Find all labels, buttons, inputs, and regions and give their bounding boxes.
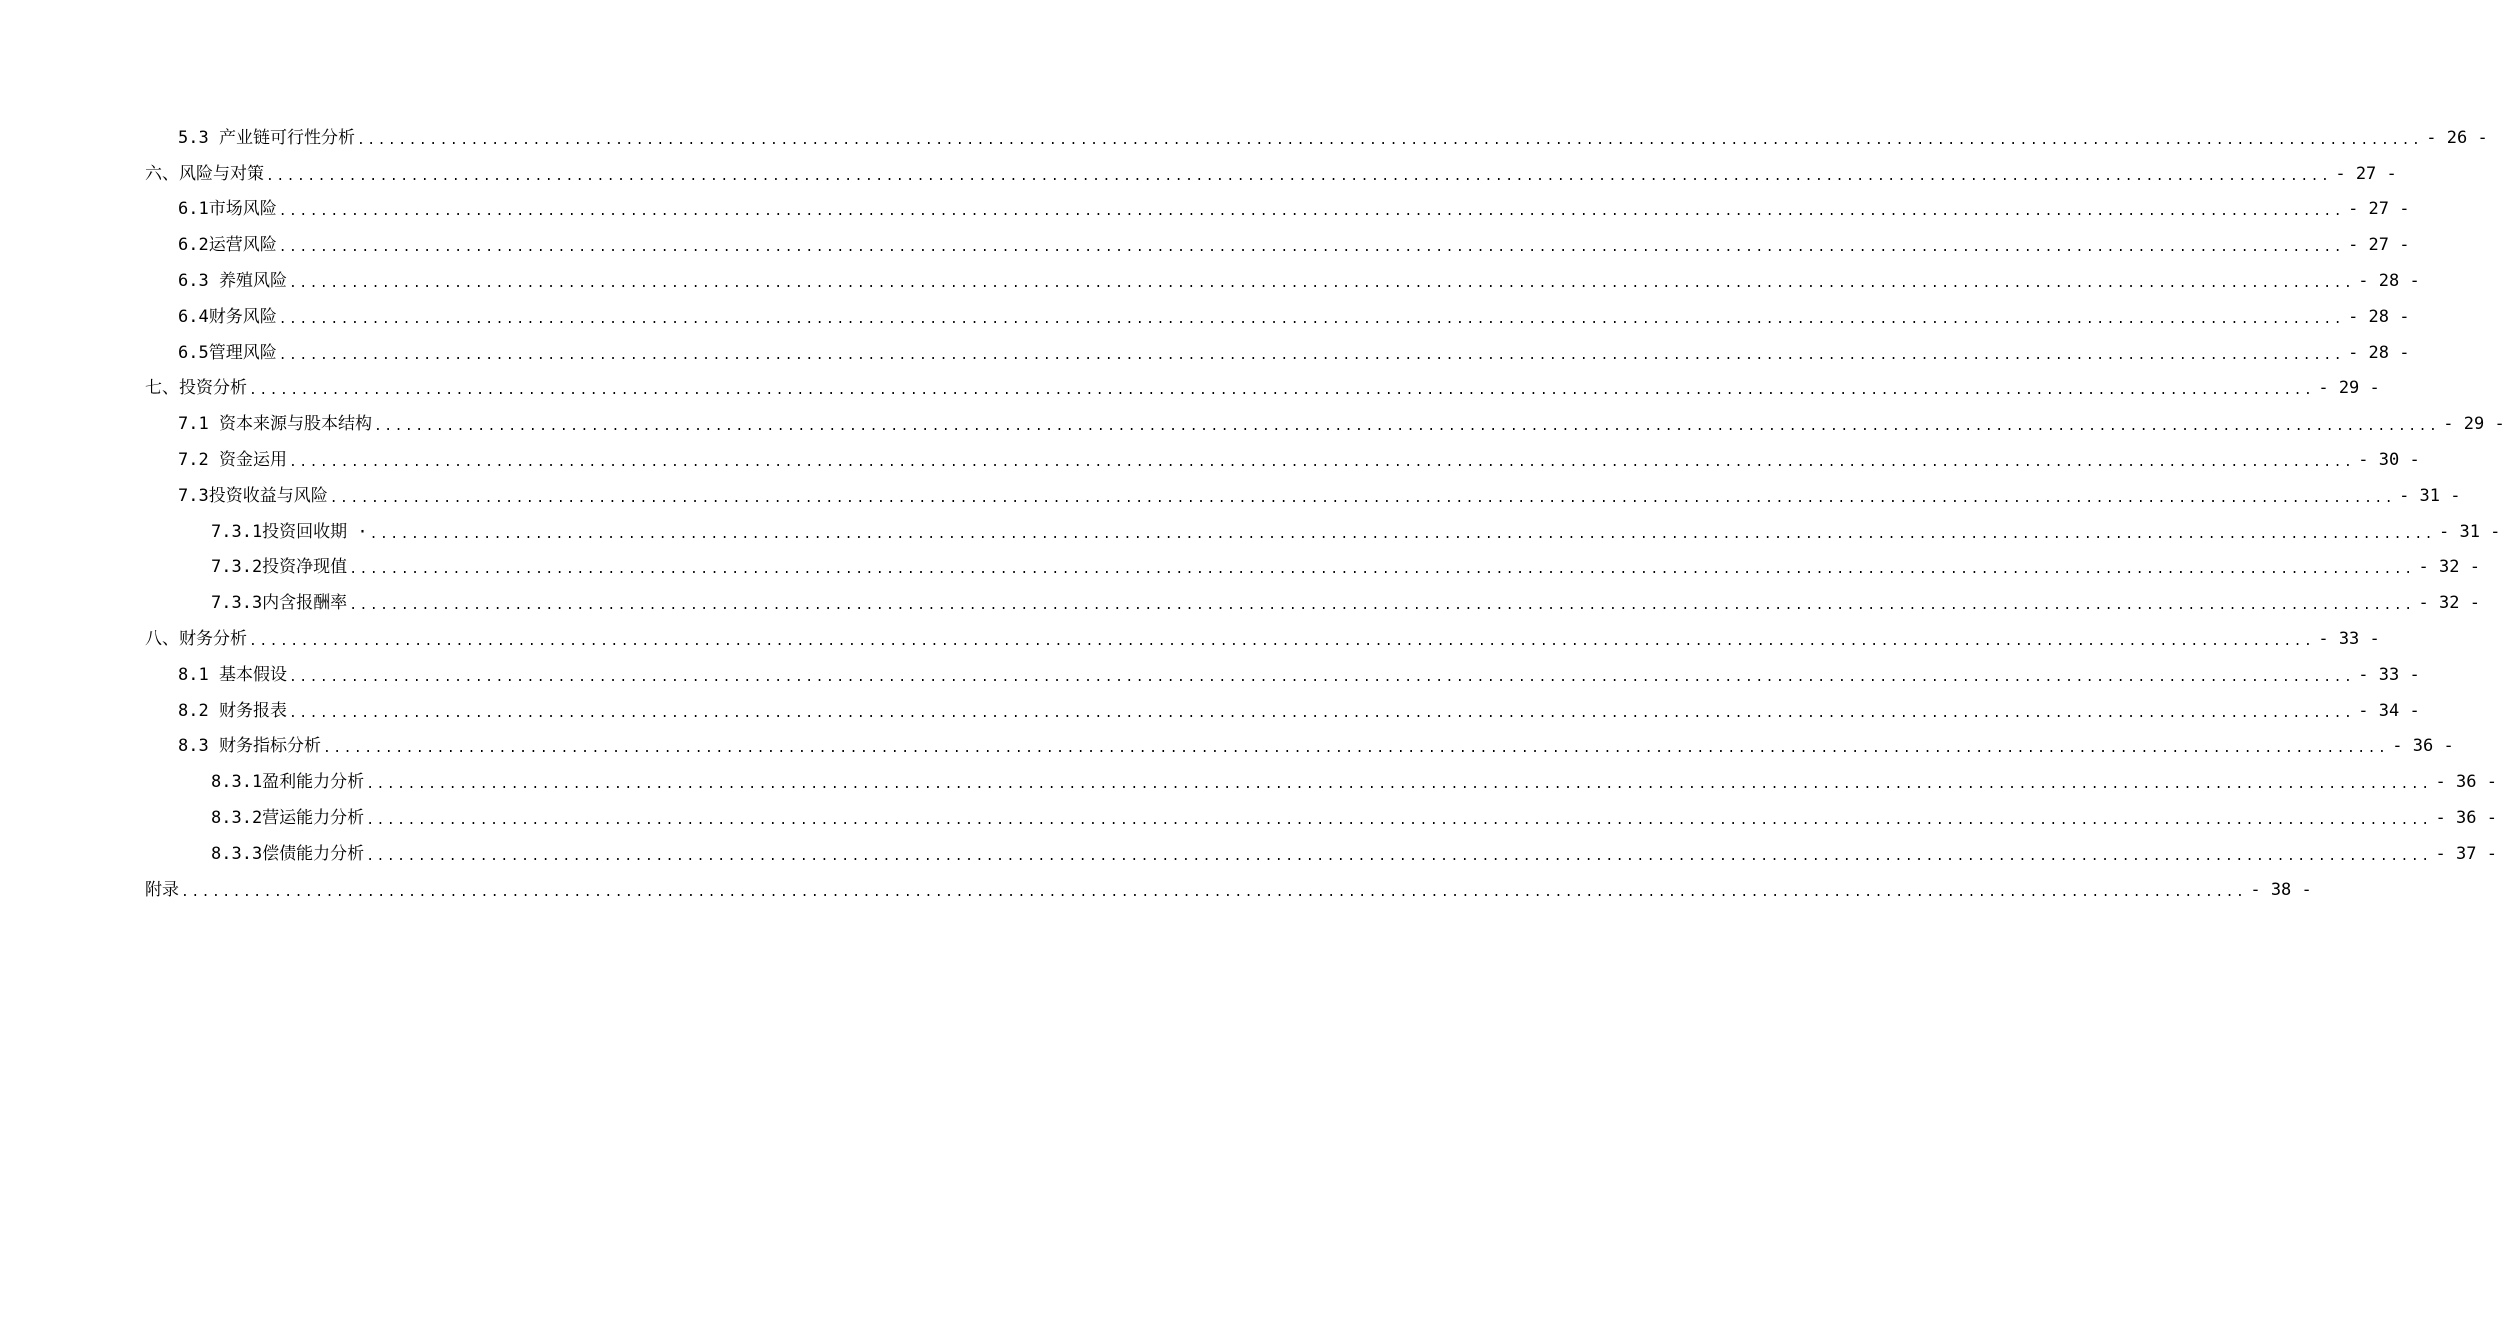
toc-entry-page-number: - 30 - [2358,450,2420,471]
toc-entry[interactable] [0,156,2397,192]
toc-entry-title: 8.3.1盈利能力分析 [211,772,365,793]
toc-entry-page-number: - 38 - [2250,879,2312,900]
toc-entry-page-number: - 33 - [2358,664,2420,685]
toc-entry[interactable] [0,406,2505,442]
toc-entry-page-number: - 27 - [2335,163,2397,184]
toc-dot-leader: ........................................................................................................................................................................................................ [366,777,2432,793]
toc-entry[interactable] [0,836,2497,872]
toc-entry-page-number: - 34 - [2358,700,2420,721]
toc-entry-page-number: - 37 - [2435,843,2497,864]
toc-dot-leader: ........................................................................................................................................................................................................ [288,705,2355,721]
toc-entry[interactable] [0,621,2380,657]
toc-entry[interactable] [0,872,2312,908]
toc-entry-page-number: - 29 - [2318,378,2380,399]
toc-entry-title: 6.5管理风险 [178,342,277,363]
toc-entry[interactable] [0,192,2410,228]
toc-entry-page-number: - 28 - [2348,342,2410,363]
table-of-contents [0,120,2505,908]
toc-dot-leader: ........................................................................................................................................................................................................ [349,598,2415,614]
toc-entry[interactable] [0,764,2497,800]
toc-entry-page-number: - 29 - [2443,414,2505,435]
toc-dot-leader: ........................................................................................................................................................................................................ [288,276,2355,292]
toc-entry-title: 8.3.2营运能力分析 [211,808,365,829]
toc-entry[interactable] [0,800,2497,836]
toc-dot-leader: ........................................................................................................................................................................................................ [349,562,2415,578]
toc-dot-leader: ........................................................................................................................................................................................................ [322,741,2389,757]
toc-dot-leader: ........................................................................................................................................................................................................ [278,347,2345,363]
toc-dot-leader: ........................................................................................................................................................................................................ [356,132,2423,148]
toc-entry[interactable] [0,729,2454,765]
toc-entry-title: 八、财务分析 [145,629,247,650]
toc-entry[interactable] [0,299,2410,335]
toc-entry[interactable] [0,550,2480,586]
toc-dot-leader: ........................................................................................................................................................................................................ [373,419,2440,435]
toc-entry-title: 8.3.3偿债能力分析 [211,843,365,864]
toc-entry-title: 6.2运营风险 [178,235,277,256]
toc-entry[interactable] [0,585,2480,621]
toc-entry[interactable] [0,478,2461,514]
toc-entry[interactable] [0,120,2488,156]
toc-entry[interactable] [0,693,2420,729]
toc-entry-title: 7.3.2投资净现值 [211,557,348,578]
toc-entry-page-number: - 27 - [2348,235,2410,256]
toc-dot-leader: ........................................................................................................................................................................................................ [288,669,2355,685]
toc-entry-title: 8.3 财务指标分析 [178,736,321,757]
toc-entry-title: 6.4财务风险 [178,306,277,327]
toc-entry-page-number: - 32 - [2418,557,2480,578]
toc-dot-leader: ........................................................................................................................................................................................................ [278,240,2345,256]
toc-dot-leader: ........................................................................................................................................................................................................ [369,526,2435,542]
toc-entry-title: 7.2 资金运用 [178,450,287,471]
toc-dot-leader: ........................................................................................................................................................................................................ [266,168,2332,184]
toc-entry[interactable] [0,657,2420,693]
toc-dot-leader: ........................................................................................................................................................................................................ [288,455,2355,471]
toc-entry-page-number: - 36 - [2392,736,2454,757]
toc-dot-leader: ........................................................................................................................................................................................................ [366,813,2432,829]
toc-dot-leader: ........................................................................................................................................................................................................ [278,204,2345,220]
toc-entry-page-number: - 33 - [2318,629,2380,650]
toc-entry-page-number: - 32 - [2418,593,2480,614]
toc-entry-title: 5.3 产业链可行性分析 [178,127,355,148]
toc-entry-page-number: - 26 - [2426,127,2488,148]
toc-entry-title: 六、风险与对策 [145,163,264,184]
toc-entry-page-number: - 36 - [2435,808,2497,829]
toc-dot-leader: ........................................................................................................................................................................................................ [249,634,2315,650]
toc-dot-leader: ........................................................................................................................................................................................................ [366,848,2432,864]
toc-entry-title: 7.1 资本来源与股本结构 [178,414,372,435]
toc-entry-page-number: - 36 - [2435,772,2497,793]
toc-entry-title: 附录 [145,879,179,900]
toc-entry[interactable] [0,263,2420,299]
toc-entry-title: 6.3 养殖风险 [178,271,287,292]
toc-entry-title: 七、投资分析 [145,378,247,399]
toc-dot-leader: ........................................................................................................................................................................................................ [329,490,2396,506]
toc-entry[interactable] [0,371,2380,407]
toc-entry-page-number: - 28 - [2348,306,2410,327]
toc-entry-title: 7.3.3内含报酬率 [211,593,348,614]
toc-entry-page-number: - 28 - [2358,271,2420,292]
toc-entry[interactable] [0,227,2410,263]
toc-dot-leader: ........................................................................................................................................................................................................ [278,311,2345,327]
toc-entry-title: 7.3.1投资回收期 · [211,521,368,542]
toc-entry-title: 8.1 基本假设 [178,664,287,685]
toc-entry[interactable] [0,442,2420,478]
toc-dot-leader: ........................................................................................................................................................................................................ [181,884,2247,900]
toc-entry-title: 7.3投资收益与风险 [178,485,328,506]
toc-entry-page-number: - 27 - [2348,199,2410,220]
toc-entry[interactable] [0,335,2410,371]
toc-entry[interactable] [0,514,2501,550]
toc-entry-title: 6.1市场风险 [178,199,277,220]
toc-entry-page-number: - 31 - [2399,485,2461,506]
toc-entry-title: 8.2 财务报表 [178,700,287,721]
toc-entry-page-number: - 31 - [2439,521,2501,542]
toc-dot-leader: ........................................................................................................................................................................................................ [249,383,2315,399]
